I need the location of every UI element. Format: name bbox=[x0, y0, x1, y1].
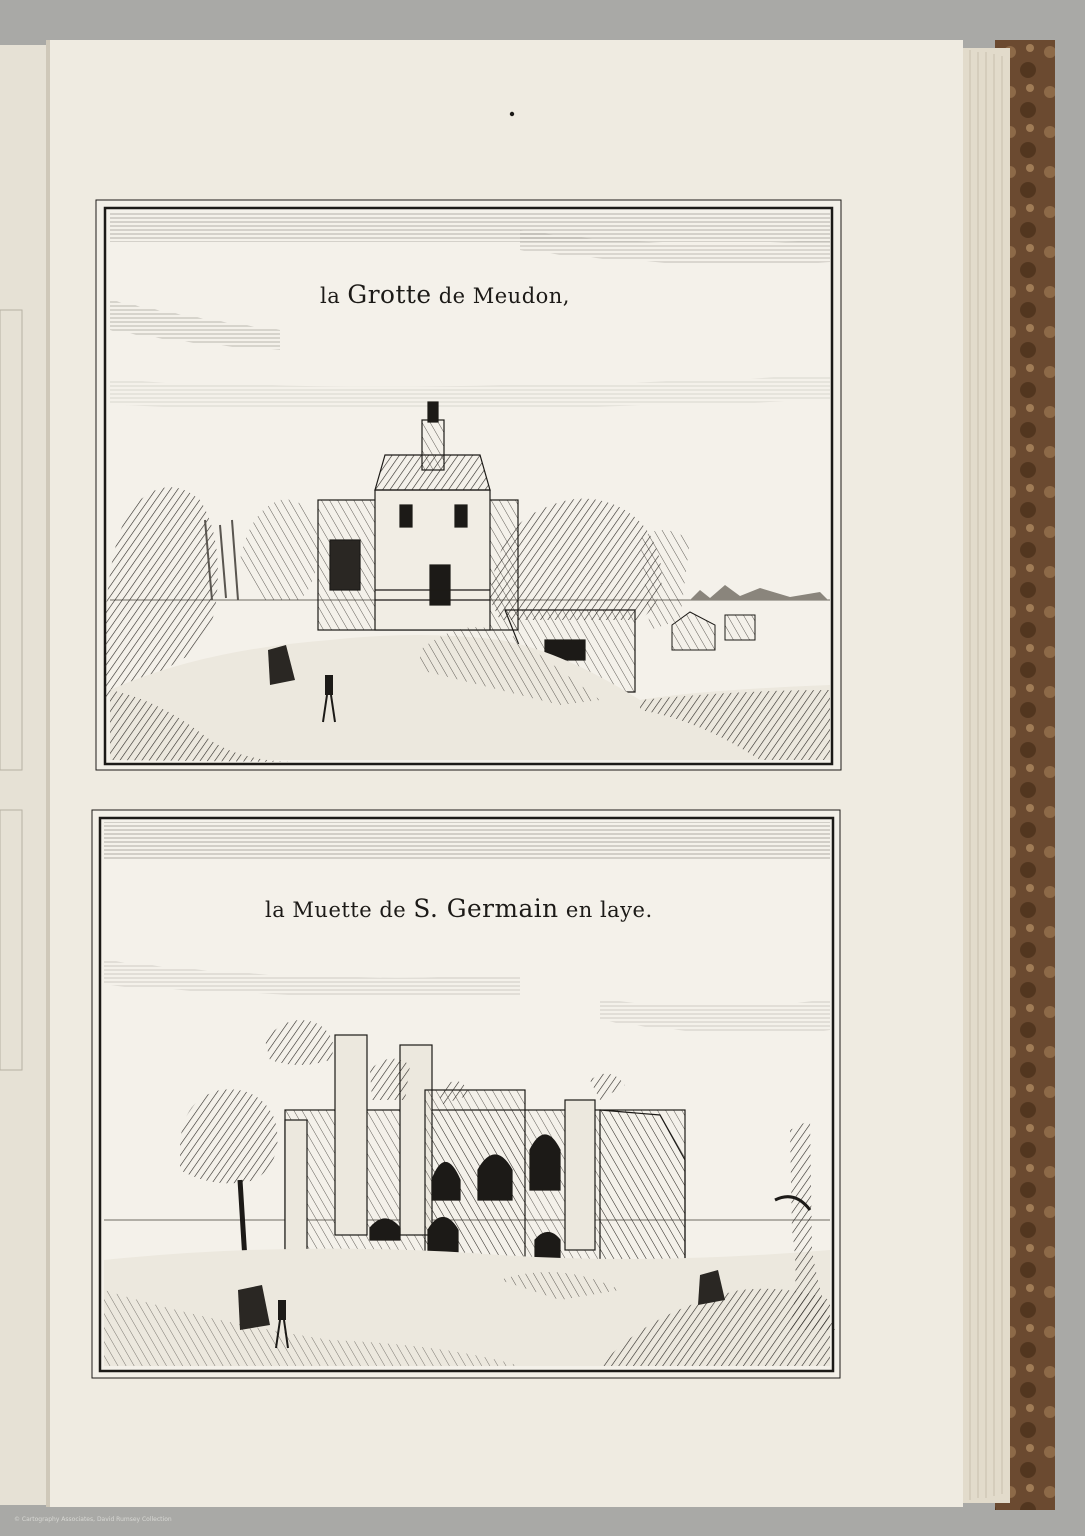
top-title-post: de Meudon, bbox=[431, 284, 570, 308]
bottom-title-pre: la Muette de bbox=[265, 898, 414, 922]
bottom-plate-title bbox=[265, 894, 653, 923]
top-title-caps: Grotte bbox=[347, 280, 432, 309]
top-plate-title bbox=[320, 280, 570, 309]
bottom-title-caps: S. Germain bbox=[413, 894, 559, 923]
bottom-title-post: en laye. bbox=[558, 898, 653, 922]
top-title-pre: la bbox=[320, 284, 348, 308]
copyright-credit: © Cartography Associates, David Rumsey Collection bbox=[14, 1516, 172, 1523]
